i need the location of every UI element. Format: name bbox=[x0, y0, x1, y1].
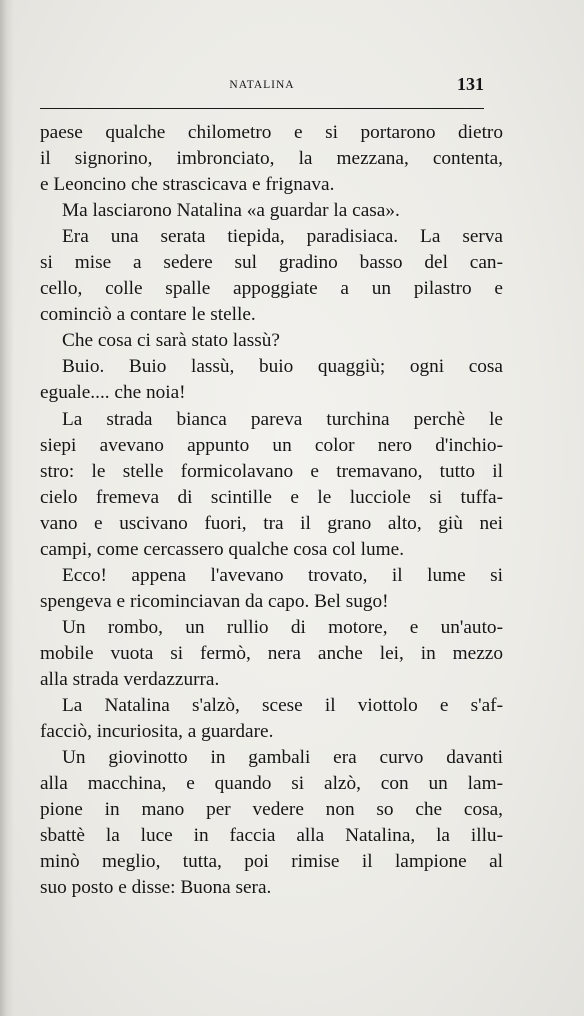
page-number: 131 bbox=[457, 74, 484, 94]
text-line: paese qualche chilometro e si portarono dietro bbox=[40, 122, 503, 143]
text-line: siepi avevano appunto un color nero d'inchio- bbox=[40, 434, 503, 456]
text-line: Ecco! appena l'avevano trovato, il lume si bbox=[62, 564, 503, 586]
page-header bbox=[40, 72, 484, 106]
text-line: alla macchina, e quando si alzò, con un lam- bbox=[40, 773, 503, 795]
text-line: pione in mano per vedere non so che cosa, bbox=[40, 799, 503, 821]
body-text bbox=[40, 120, 503, 901]
text-line: Un giovinotto in gambali era curvo davanti bbox=[62, 747, 503, 769]
text-line: Un rombo, un rullio di motore, e un'auto- bbox=[62, 616, 503, 638]
text-line: Ma lasciarono Natalina «a guardar la casa». bbox=[62, 200, 400, 222]
header-rule bbox=[40, 108, 484, 109]
text-line: cello, colle spalle appoggiate a un pilastro e bbox=[40, 278, 503, 300]
text-line: mobile vuota si fermò, nera anche lei, in mezzo bbox=[40, 642, 503, 664]
text-line: La strada bianca pareva turchina perchè le bbox=[62, 408, 503, 430]
text-line: spengeva e ricominciavan da capo. Bel sugo! bbox=[40, 590, 389, 612]
text-line: sbattè la luce in faccia alla Natalina, la illu- bbox=[40, 825, 503, 847]
text-line: il signorino, imbronciato, la mezzana, contenta, bbox=[40, 148, 503, 170]
text-line: campi, come cercassero qualche cosa col lume. bbox=[40, 538, 405, 560]
text-line: minò meglio, tutta, poi rimise il lampione al bbox=[40, 851, 503, 873]
text-line: cielo fremeva di scintille e le lucciole si tuffa- bbox=[40, 486, 503, 508]
text-line: Era una serata tiepida, paradisiaca. La serva bbox=[62, 226, 503, 248]
text-line: eguale.... che noia! bbox=[40, 382, 186, 404]
text-line: Che cosa ci sarà stato lassù? bbox=[62, 330, 280, 352]
text-line: e Leoncino che strascicava e frignava. bbox=[40, 174, 335, 196]
running-title: NATALINA bbox=[229, 79, 295, 91]
text-line: La Natalina s'alzò, scese il viottolo e s'af- bbox=[62, 695, 503, 717]
text-line: alla strada verdazzurra. bbox=[40, 668, 220, 690]
text-line: stro: le stelle formicolavano e tremavano, tutto il bbox=[40, 460, 503, 482]
text-line: cominciò a contare le stelle. bbox=[40, 304, 256, 326]
text-line: Buio. Buio lassù, buio quaggiù; ogni cosa bbox=[62, 356, 503, 378]
text-line: si mise a sedere sul gradino basso del can- bbox=[40, 252, 503, 274]
text-line: suo posto e disse: Buona sera. bbox=[40, 877, 272, 899]
text-line: facciò, incuriosita, a guardare. bbox=[40, 721, 274, 743]
text-line: vano e uscivano fuori, tra il grano alto, giù nei bbox=[40, 512, 503, 534]
spine-shadow bbox=[0, 0, 14, 1016]
